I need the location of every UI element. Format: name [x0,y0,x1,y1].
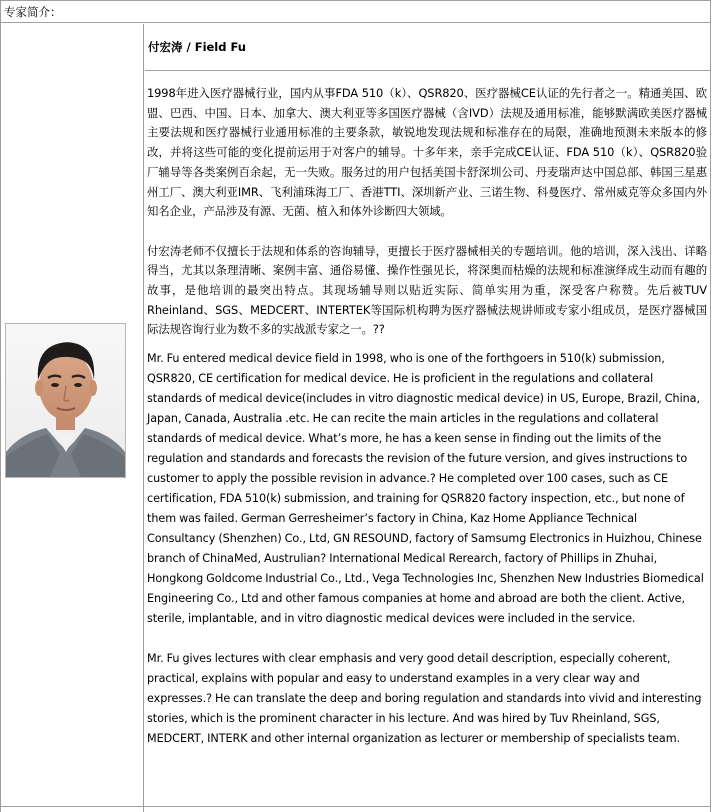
portrait-image [6,324,125,477]
expert-name: 付宏涛 / Field Fu [148,40,246,54]
photo-column [1,24,144,812]
bio-english-paragraph-1: Mr. Fu entered medical device field in 1998, who is one of the forthgoers in 510(k) submission, QSR820, CE certification for medical device. He is proficient in the regulations and collateral standards of medical device(includes in vitro diagnostic medical device) in US, Europe, Brazil, China, Japan, Canada, Australia .etc. He can recite the main articles in the regulations and collateral standards of medical device. What’s more, he has a keen sense in finding out the limits of the regulation and standards and forecasts the revision of the future version, and gives instructions to customer to apply the possible revision in advance.? He completed over 100 cases, such as CE certification, FDA 510(k) submission, and training for QSR820 factory inspection, etc., but none of them was failed. German Gerresheimer’s factory in China, Kaz Home Appliance Technical Consultancy (Shenzhen) Co., Ltd, GN RESOUND, factory of Samsumg Electronics in Huizhou, Chinese branch of ChinaMed, Austrulian? International Medical Rerearch, factory of Phillips in Zhuhai, Hongkong Goldcome Industrial Co., Ltd., Vega Technologies Inc, Shenzhen New Industries Biomedical Engineering Co., Ltd and other famous companies at home and abroad are both the client. Active, sterile, implantable, and in vitro diagnostic medical devices were included in the service. [147,352,704,626]
expert-photo [5,323,126,478]
bio-english-paragraph-2: Mr. Fu gives lectures with clear emphasis and very good detail description, especially coherent, practical, explains with popular and easy to understand examples in a very clear way and expresses.? He can translate the deep and boring regulation and standards into vivid and interesting stories, which is the prominent character in his lecture. And was hired by Tuv Rheinland, SGS, MEDCERT, INTERK and other internal organization as lecturer or membership of specialists team. [147,652,702,746]
expert-bio-cell [145,72,710,812]
bio-chinese-paragraph-2: 付宏涛老师不仅擅长于法规和体系的咨询辅导，更擅长于医疗器械相关的专题培训。他的培训，深入浅出、详略得当，尤其以条理清晰、案例丰富、通俗易懂、操作性强见长，将深奥而枯燥的法规和标准演绎成生动而有趣的故事，是他培训的最突出特点。其现场辅导则以贴近实际、简单实用为重，深受客户称赞。先后被TUV Rheinland、SGS、MEDCERT、INTERTEK等国际机构聘为医疗器械法规讲师或专家小组成员，是医疗器械国际法规咨询行业为数不多的实战派专家之一。?? [147,243,707,337]
bio-chinese-paragraph-1: 1998年进入医疗器械行业，国内从事FDA 510（k）、QSR820、医疗器械CE认证的先行者之一。精通美国、欧盟、巴西、中国、日本、加拿大、澳大利亚等多国医疗器械（含IVD）法规及通用标准，能够默满欧美医疗器械主要法规和医疗器械行业通用标准的主要条款，敏锐地发现法规和标准存在的局限，准确地预测未来版本的修改，并将这些可能的变化提前运用于对客户的辅导。十多年来，亲手完成CE认证、FDA 510（k）、QSR820验厂辅导等各类案例百余起，无一失败。服务过的用户包括美国卡舒深圳公司、丹麦瑞声达中国总部、韩国三星惠州工厂、澳大利亚IMR、飞利浦珠海工厂、香港TTI、深圳新产业、三诺生物、科曼医疗、常州威克等众多国内外知名企业，产品涉及有源、无菌、植入和体外诊断四大领域。 [147,86,707,219]
section-header: 专家简介： [1,1,710,23]
expert-name-cell [145,24,710,71]
table-bottom-border [0,806,711,807]
